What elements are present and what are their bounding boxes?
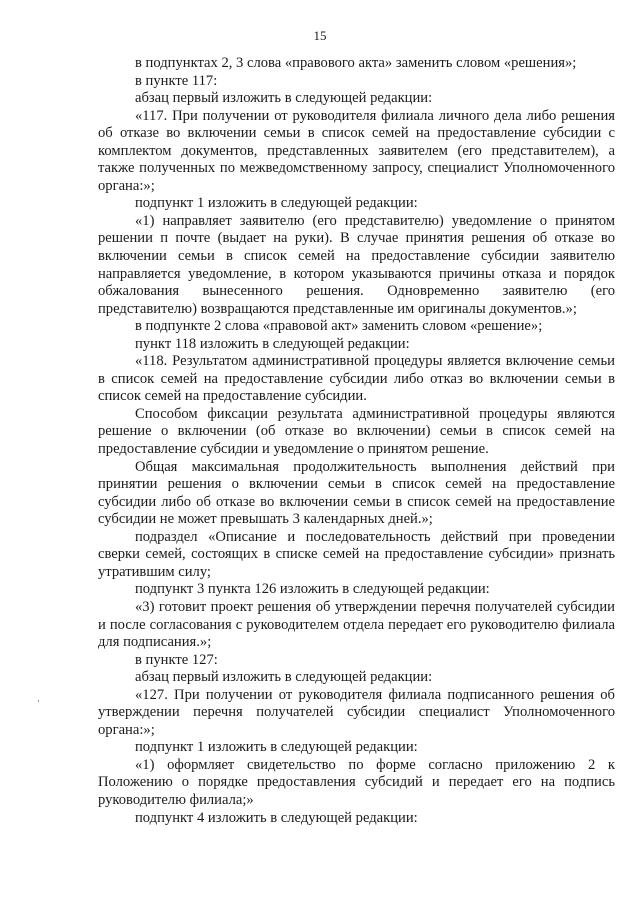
page-number: 15 [313, 28, 327, 43]
paragraph: «3) готовит проект решения об утверждении перечня получателей субсидии и после согласования с руководителем отдела передает его руководителю филиала для подписания.»; [98, 598, 615, 651]
paragraph: Общая максимальная продолжительность выполнения действий при принятии решения о включении семьи в список семей на предоставление субсидии либо об отказе во включении семьи в список семей на предоставление субсидии не может превышать 3 календарных дней.»; [98, 458, 615, 528]
paragraph: «1) оформляет свидетельство по форме согласно приложению 2 к Положению о порядке предоставления субсидий и передает его на подпись руководителю филиала;» [98, 756, 615, 808]
paragraph: в пункте 117: [135, 72, 218, 89]
paragraph: подраздел «Описание и последовательность действий при проведении сверки семей, состоящих в списке семей на предоставление субсидии» признать утратившим силу; [98, 528, 615, 580]
paragraph: «127. При получении от руководителя филиала подписанного решения об утверждении перечня получателей субсидии специалист Уполномоченного органа:»; [98, 686, 615, 738]
paragraph: в пункте 127: [135, 651, 218, 668]
paragraph: подпункт 1 изложить в следующей редакции: [135, 739, 418, 756]
paragraph: абзац первый изложить в следующей редакции: [135, 90, 433, 107]
scan-speck [38, 700, 39, 702]
paragraph: абзац первый изложить в следующей редакции: [135, 669, 433, 686]
paragraph: подпункт 1 изложить в следующей редакции: [135, 195, 418, 212]
paragraph: в подпункте 2 слова «правовой акт» заменить словом «решение»; [135, 318, 543, 335]
paragraph: «117. При получении от руководителя филиала личного дела либо решения об отказе во включении семьи в список семей на предоставление субсидии с комплектом документов, представленных заявителем (его представителем), а также полученных по межведомственному запросу, специалист Уполномоченного органа:»; [98, 107, 615, 194]
paragraph: подпункт 3 пункта 126 изложить в следующей редакции: [135, 581, 490, 598]
paragraph: «118. Результатом административной процедуры является включение семьи в список семей на предоставление субсидии либо отказ во включении семьи в список семей на предоставление субсидии. [98, 353, 615, 405]
paragraph: Способом фиксации результата административной процедуры являются решение о включении (об отказе во включении) семьи в список семей на предоставление субсидии и уведомление о принятом решение. [98, 405, 615, 458]
document-body [98, 55, 615, 827]
paragraph: «1) направляет заявителю (его представителю) уведомление о принятом решении п почте (выдает на руки). В случае принятия решения об отказе во включении семьи в список семей на предоставление субсидии заявителю направляется уведомление, в котором указываются причины отказа и порядок обжалования вынесенного решения. Одновременно заявителю (его представителю) возвращаются представленные им оригиналы документов.»; [98, 212, 615, 317]
paragraph: пункт 118 изложить в следующей редакции: [135, 335, 410, 352]
paragraph: в подпунктах 2, 3 слова «правового акта» заменить словом «решения»; [135, 55, 577, 71]
paragraph: подпункт 4 изложить в следующей редакции: [135, 809, 418, 826]
